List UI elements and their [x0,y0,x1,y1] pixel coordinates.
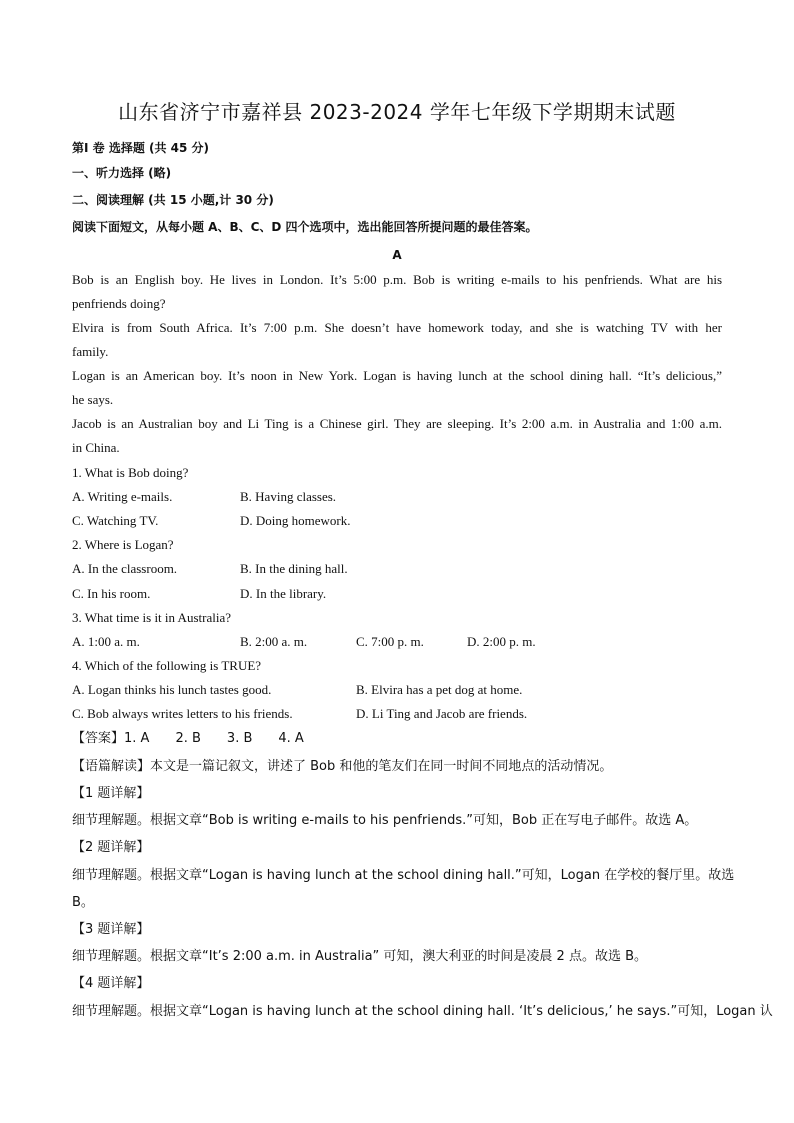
detail-line: B。 [72,895,94,910]
passage-line: Elvira is from South Africa. It’s 7:00 p.m. She doesn’t have homework today, and she is watching TV with her [72,320,722,335]
answer-item: 2. B [175,731,201,746]
section-heading-reading: 二、阅读理解 (共 15 小题,计 30 分) [72,193,274,207]
answer-label: 【答案】 [72,731,125,746]
option-1c: C. Watching TV. [72,513,159,528]
question-4: 4. Which of the following is TRUE? [72,658,262,673]
question-3: 3. What time is it in Australia? [72,610,231,625]
option-2d: D. In the library. [240,586,327,601]
option-3b: B. 2:00 a. m. [240,634,308,649]
detail-line: 细节理解题。根据文章“It’s 2:00 a.m. in Australia” 可知，澳大利亚的时间是凌晨 2 点。故选 B。 [72,949,647,964]
option-2c: C. In his room. [72,586,151,601]
option-2b: B. In the dining hall. [240,561,348,576]
answer-item: 1. A [124,731,150,746]
detail-heading-1: 【1 题详解】 [72,786,150,801]
detail-heading-4: 【4 题详解】 [72,976,150,991]
section-heading-listening: 一、听力选择 (略) [72,166,172,180]
question-1: 1. What is Bob doing? [72,465,189,480]
passage-line: Jacob is an Australian boy and Li Ting is a Chinese girl. They are sleeping. It’s 2:00 a.m. in Australia and 1:00 a.m. [72,416,722,431]
detail-line: 细节理解题。根据文章“Logan is having lunch at the school dining hall. ‘It’s delicious,’ he says.”可知，Logan 认 [72,1004,773,1019]
option-4b: B. Elvira has a pet dog at home. [356,682,523,697]
passage-line: in China. [72,440,120,455]
page-title: 山东省济宁市嘉祥县 2023-2024 学年七年级下学期期末试题 [118,100,676,124]
passage-line: Logan is an American boy. It’s noon in New York. Logan is having lunch at the school dining hall. “It’s delicious,” [72,368,722,383]
passage-label: A [392,248,402,262]
answer-item: 4. A [278,731,304,746]
detail-heading-2: 【2 题详解】 [72,840,150,855]
option-1a: A. Writing e-mails. [72,489,173,504]
option-3d: D. 2:00 p. m. [467,634,536,649]
option-4a: A. Logan thinks his lunch tastes good. [72,682,272,697]
passage-line: he says. [72,392,114,407]
passage-line: family. [72,344,109,359]
option-1d: D. Doing homework. [240,513,351,528]
passage-line: Bob is an English boy. He lives in London. It’s 5:00 p.m. Bob is writing e-mails to his penfriends. What are his [72,272,722,287]
option-3c: C. 7:00 p. m. [356,634,424,649]
answer-key [72,731,330,747]
passage-analysis: 【语篇解读】本文是一篇记叙文，讲述了 Bob 和他的笔友们在同一时间不同地点的活动情况。 [72,759,613,774]
question-2: 2. Where is Logan? [72,537,174,552]
option-1b: B. Having classes. [240,489,337,504]
detail-line: 细节理解题。根据文章“Bob is writing e-mails to his penfriends.”可知，Bob 正在写电子邮件。故选 A。 [72,813,698,828]
instructions: 阅读下面短文，从每小题 A、B、C、D 四个选项中，选出能回答所提问题的最佳答案。 [72,220,538,234]
passage-line: penfriends doing? [72,296,166,311]
option-4c: C. Bob always writes letters to his friends. [72,706,293,721]
part-heading: 第Ⅰ 卷 选择题 (共 45 分) [72,141,210,155]
answer-item: 3. B [226,731,253,746]
option-4d: D. Li Ting and Jacob are friends. [356,706,528,721]
option-2a: A. In the classroom. [72,561,178,576]
detail-heading-3: 【3 题详解】 [72,922,150,937]
option-3a: A. 1:00 a. m. [72,634,140,649]
detail-line: 细节理解题。根据文章“Logan is having lunch at the school dining hall.”可知，Logan 在学校的餐厅里。故选 [72,868,735,883]
